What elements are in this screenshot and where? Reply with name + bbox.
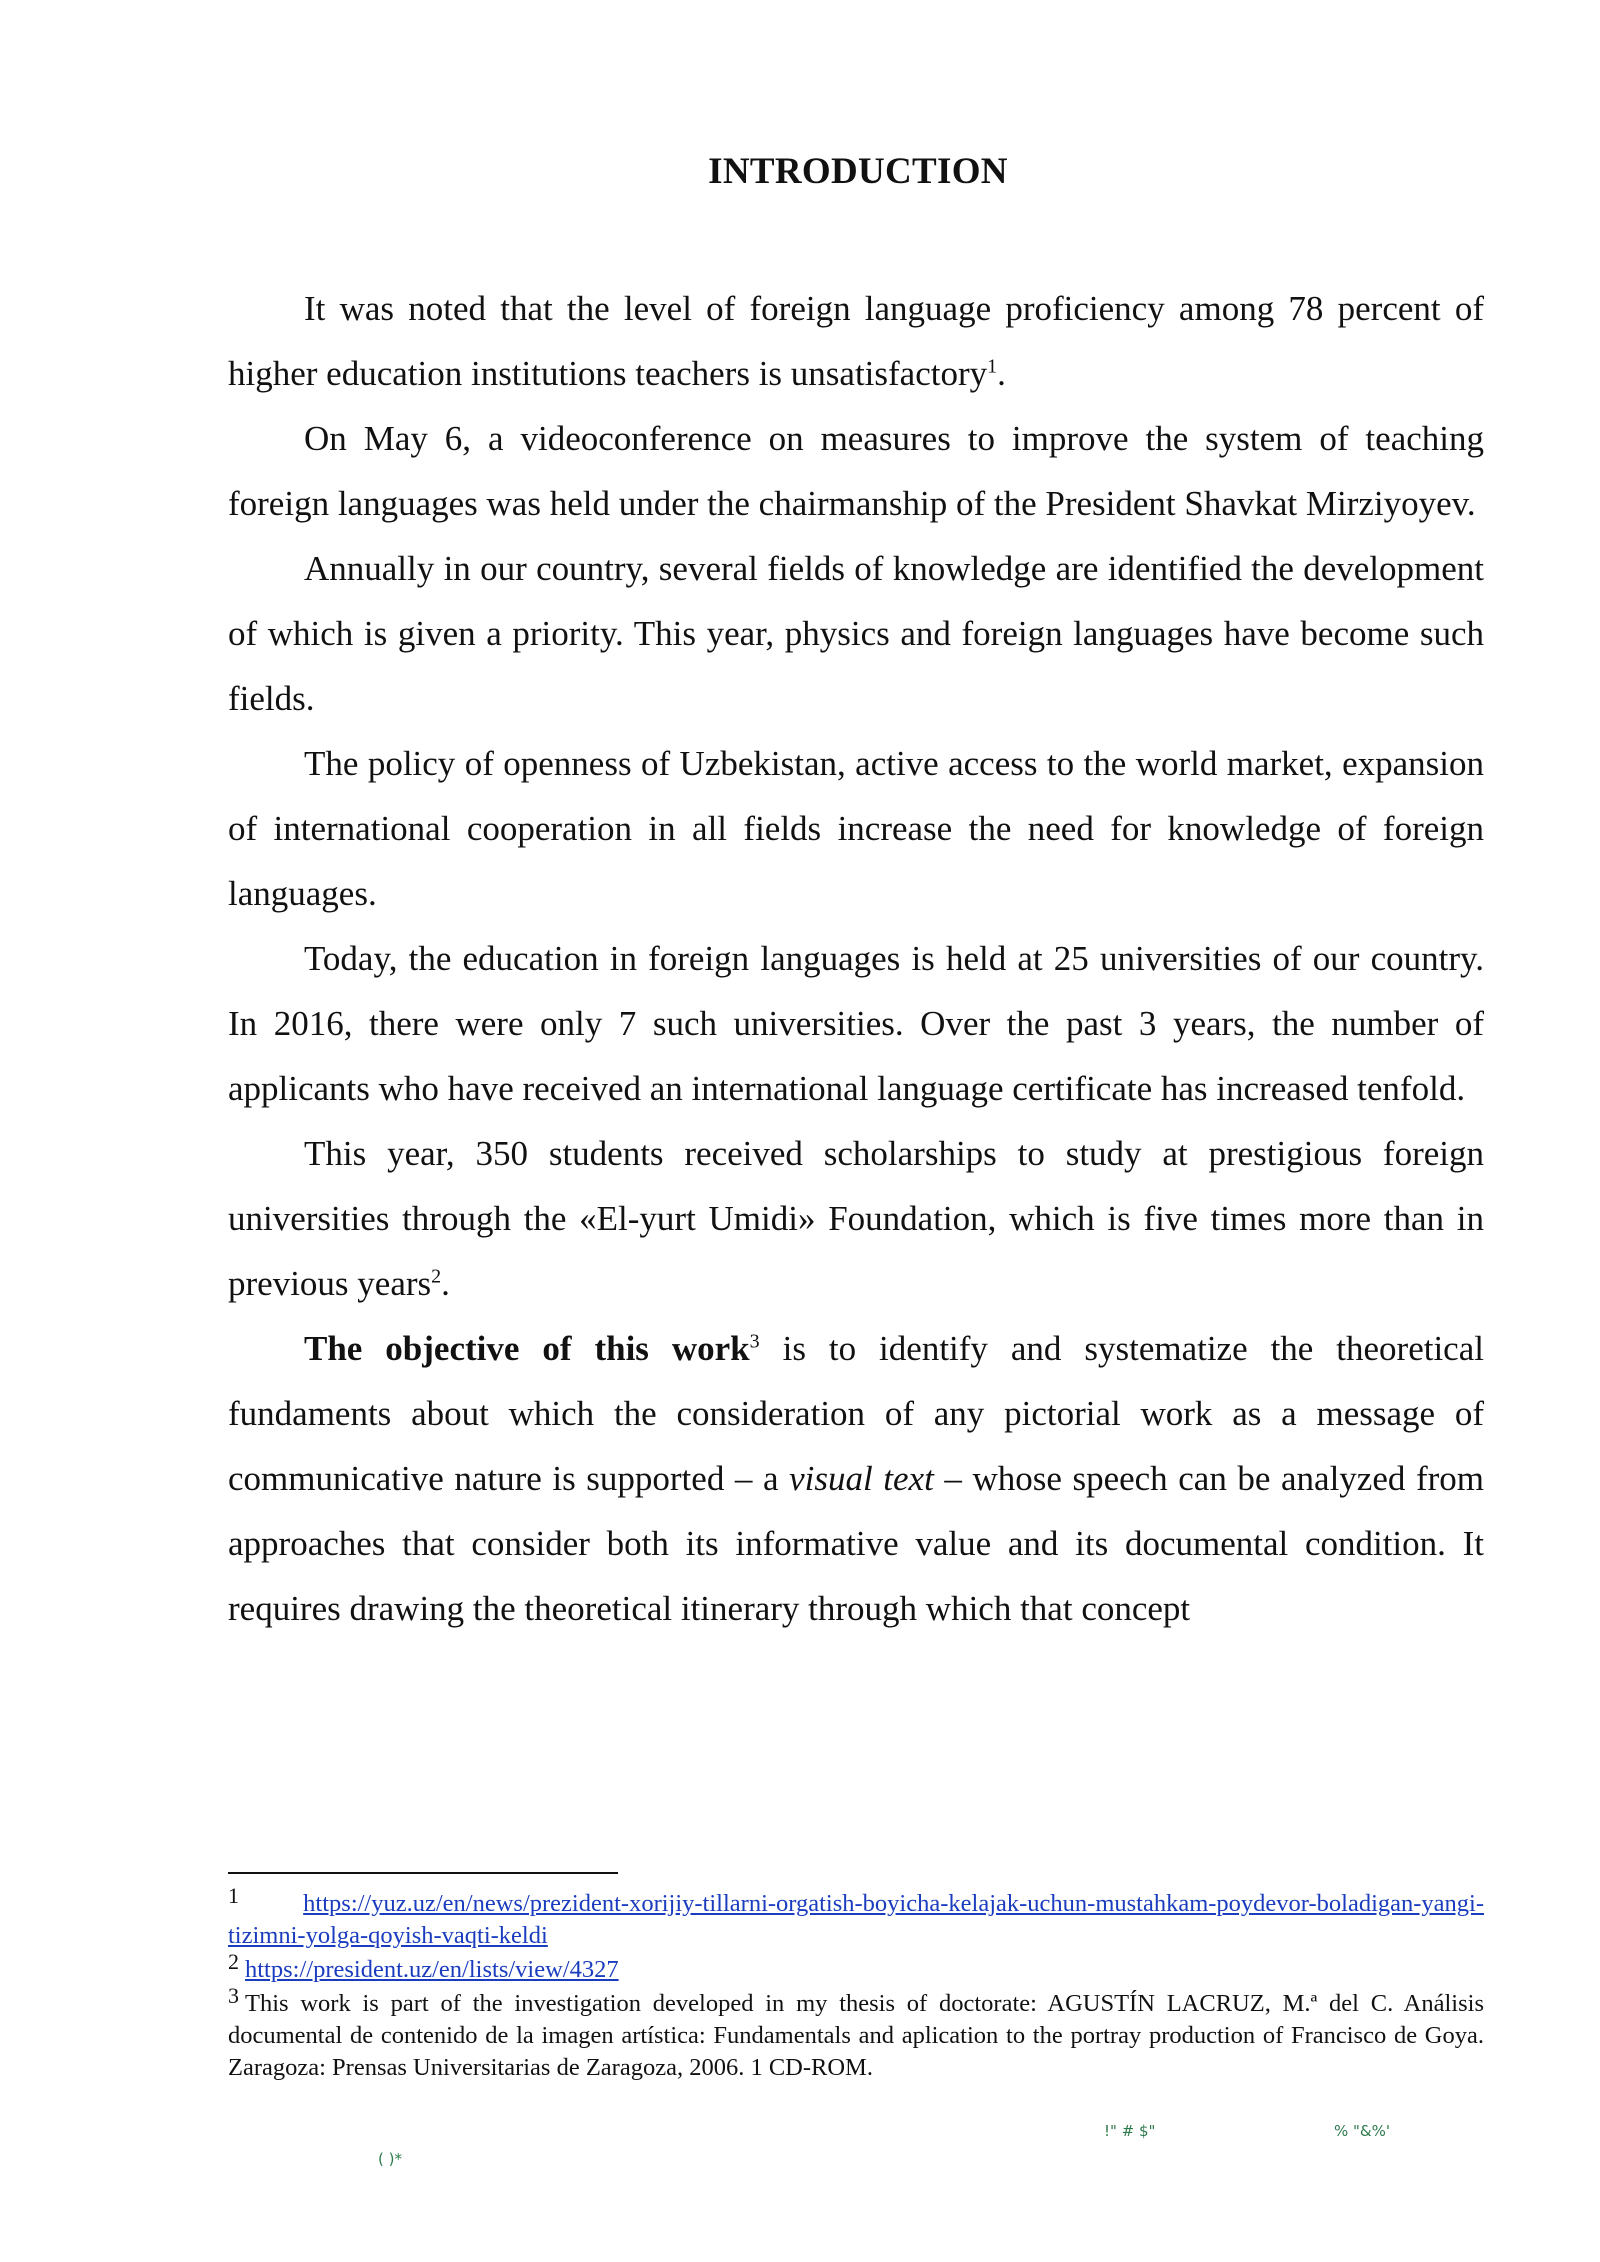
- body-text: [228, 276, 1484, 1641]
- footnote-number: 2: [228, 1949, 239, 1974]
- paragraph-6: [228, 1121, 1484, 1316]
- footnote-3: [228, 1983, 1484, 2084]
- footnote-ref-3[interactable]: 3: [749, 1330, 760, 1353]
- page-title: INTRODUCTION: [708, 151, 1008, 192]
- paragraph-7-text-1: is to identify and systematize the theoretical fundaments about which the consideration of any pictorial work as a message of communicative nature is supported – a: [228, 1329, 1484, 1498]
- footnote-ref-1[interactable]: 1: [987, 355, 998, 378]
- footnote-2: [228, 1949, 1484, 1986]
- footnote-separator: [228, 1872, 618, 1874]
- paragraph-6-text: This year, 350 students received scholarships to study at prestigious foreign universities through the «El-yurt Umidi» Foundation, which is five times more than in previous years: [228, 1134, 1484, 1303]
- paragraph-1: [228, 276, 1484, 406]
- paragraph-3: Annually in our country, several fields of knowledge are identified the development of which is given a priority. This year, physics and foreign languages have become such fields.: [228, 549, 1484, 718]
- paragraph-6-end: .: [441, 1264, 450, 1303]
- footnote-1: [228, 1883, 1484, 1952]
- paragraph-5: Today, the education in foreign languages is held at 25 universities of our country. In 2016, there were only 7 such universities. Over the past 3 years, the number of applicants who have received an international language certificate has increased tenfold.: [228, 939, 1484, 1108]
- objective-heading: The objective of this work: [304, 1329, 750, 1368]
- footnote-number: 1: [228, 1883, 239, 1908]
- paragraph-1-end: .: [997, 354, 1006, 393]
- footnote-number: 3: [228, 1983, 239, 2008]
- scan-artifact-mark: !" # $": [1104, 2122, 1156, 2140]
- paragraph-1-text: It was noted that the level of foreign language proficiency among 78 percent of higher education institutions teachers is unsatisfactory: [228, 289, 1484, 393]
- footnote-2-link[interactable]: https://president.uz/en/lists/view/4327: [245, 1956, 619, 1983]
- scan-artifact-mark: % "&%': [1334, 2122, 1390, 2140]
- scan-artifact-mark: ( )*: [378, 2150, 402, 2168]
- footnote-ref-2[interactable]: 2: [431, 1265, 442, 1288]
- paragraph-7-text-2: – whose speech can be analyzed from approaches that consider both its informative value and its documental condition. It requires drawing the theoretical itinerary through which that concept: [228, 1459, 1484, 1628]
- visual-text-term: visual text: [789, 1459, 934, 1498]
- paragraph-7: [228, 1316, 1484, 1641]
- paragraph-2: On May 6, a videoconference on measures to improve the system of teaching foreign languages was held under the chairmanship of the President Shavkat Mirziyoyev.: [228, 419, 1484, 523]
- paragraph-4: The policy of openness of Uzbekistan, active access to the world market, expansion of international cooperation in all fields increase the need for knowledge of foreign languages.: [228, 744, 1484, 913]
- footnote-1-link[interactable]: https://yuz.uz/en/news/prezident-xorijiy-tillarni-orgatish-boyicha-kelajak-uchun-mustahkam-poydevor-boladigan-yangi-tizimni-yolga-qoyish-vaqti-keldi: [228, 1890, 1484, 1949]
- footnote-3-text: This work is part of the investigation developed in my thesis of doctorate: AGUSTÍN LACRUZ, M.ª del C. Análisis documental de contenido de la imagen artística: Fundamentals and aplication to the portray production of Francisco de Goya. Zaragoza: Prensas Universitarias de Zaragoza, 2006. 1 CD-ROM.: [228, 1990, 1484, 2081]
- footnotes: [228, 1883, 1484, 2086]
